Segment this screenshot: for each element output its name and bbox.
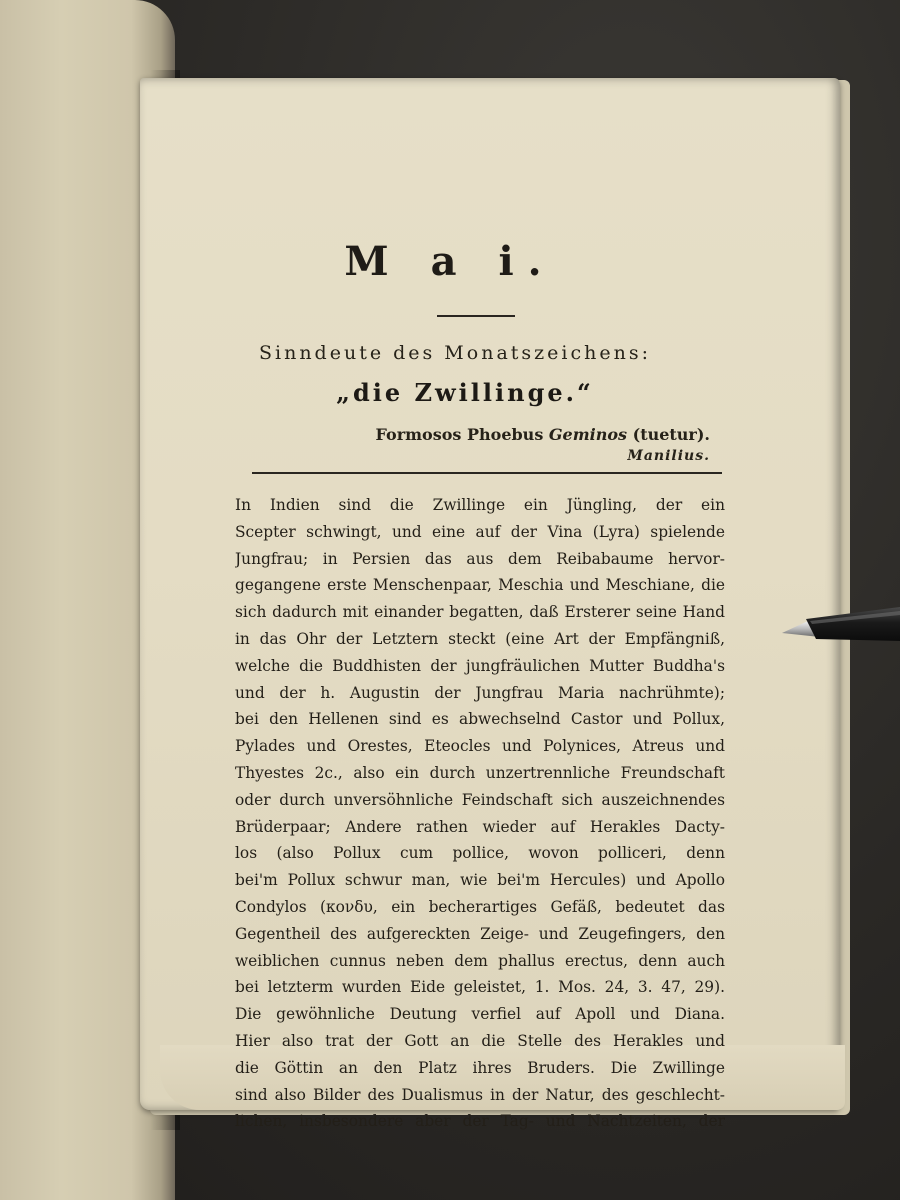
motto-prefix: Formosos Phoebus <box>375 425 549 444</box>
text-line: los (also Pollux cum pollice, wovon polliceri, denn <box>235 844 725 863</box>
text-line: oder durch unversöhnliche Feindschaft sich auszeichnendes <box>235 790 725 809</box>
motto-author: Manilius. <box>627 448 710 464</box>
text-line: weiblichen cunnus neben dem phallus erectus, denn auch <box>235 951 725 970</box>
text-line: Gegentheil des aufgereckten Zeige- und Zeugefingers, den <box>235 924 725 943</box>
text-line: bei den Hellenen sind es abwechselnd Castor und Pollux, <box>235 710 725 729</box>
text-divider <box>252 472 722 474</box>
text-line: Scepter schwingt, und eine auf der Vina (Lyra) spielende <box>235 522 725 541</box>
motto-italic: Geminos <box>548 425 628 444</box>
text-line: Condylos (κονδυ, ein becherartiges Gefäß, bedeutet das <box>235 897 725 916</box>
text-line: Brüderpaar; Andere rathen wieder auf Herakles Dacty- <box>235 817 725 836</box>
text-line: in das Ohr der Letztern steckt (eine Art der Empfängniß, <box>235 629 725 648</box>
text-line: bei'm Pollux schwur man, wie bei'm Hercules) und Apollo <box>235 871 725 890</box>
text-line: sich dadurch mit einander begatten, daß Ersterer seine Hand <box>235 603 725 622</box>
text-line: Jungfrau; in Persien das aus dem Reibabaume hervor- <box>235 549 725 568</box>
page-title: M a i. <box>344 238 556 285</box>
text-line: die Göttin an den Platz ihres Bruders. Die Zwillinge <box>235 1058 725 1077</box>
motto-suffix: (tuetur). <box>627 425 710 444</box>
text-line: welche die Buddhisten der jungfräulichen Mutter Buddha's <box>235 656 725 675</box>
text-line: Die gewöhnliche Deutung verfiel auf Apoll und Diana. <box>235 1005 725 1024</box>
section-subheading: „die Zwillinge.“ <box>336 378 594 407</box>
latin-motto <box>330 425 710 449</box>
text-line: Thyestes 2c., also ein durch unzertrennliche Freundschaft <box>235 763 725 782</box>
text-line: und der h. Augustin der Jungfrau Maria nachrühmte); <box>235 683 725 702</box>
title-divider <box>437 315 515 317</box>
text-line: Pylades und Orestes, Eteocles und Polynices, Atreus und <box>235 737 725 756</box>
text-line: bei letzterm wurden Eide geleistet, 1. Mos. 24, 3. 47, 29). <box>235 978 725 997</box>
body-text <box>235 492 725 1135</box>
section-heading: Sinndeute des Monatszeichens: <box>258 342 651 364</box>
fountain-pen-icon <box>780 607 900 649</box>
text-line: sind also Bilder des Dualismus in der Natur, des geschlecht- <box>235 1085 725 1104</box>
text-line: gegangene erste Menschenpaar, Meschia und Meschiane, die <box>235 576 725 595</box>
text-line: Hier also trat der Gott an die Stelle des Herakles und <box>235 1031 725 1050</box>
text-line: In Indien sind die Zwillinge ein Jüngling, der ein <box>235 496 725 514</box>
text-line: lichen, insbesondere aber der Tag- und Nachtzeiten, der <box>235 1112 725 1131</box>
